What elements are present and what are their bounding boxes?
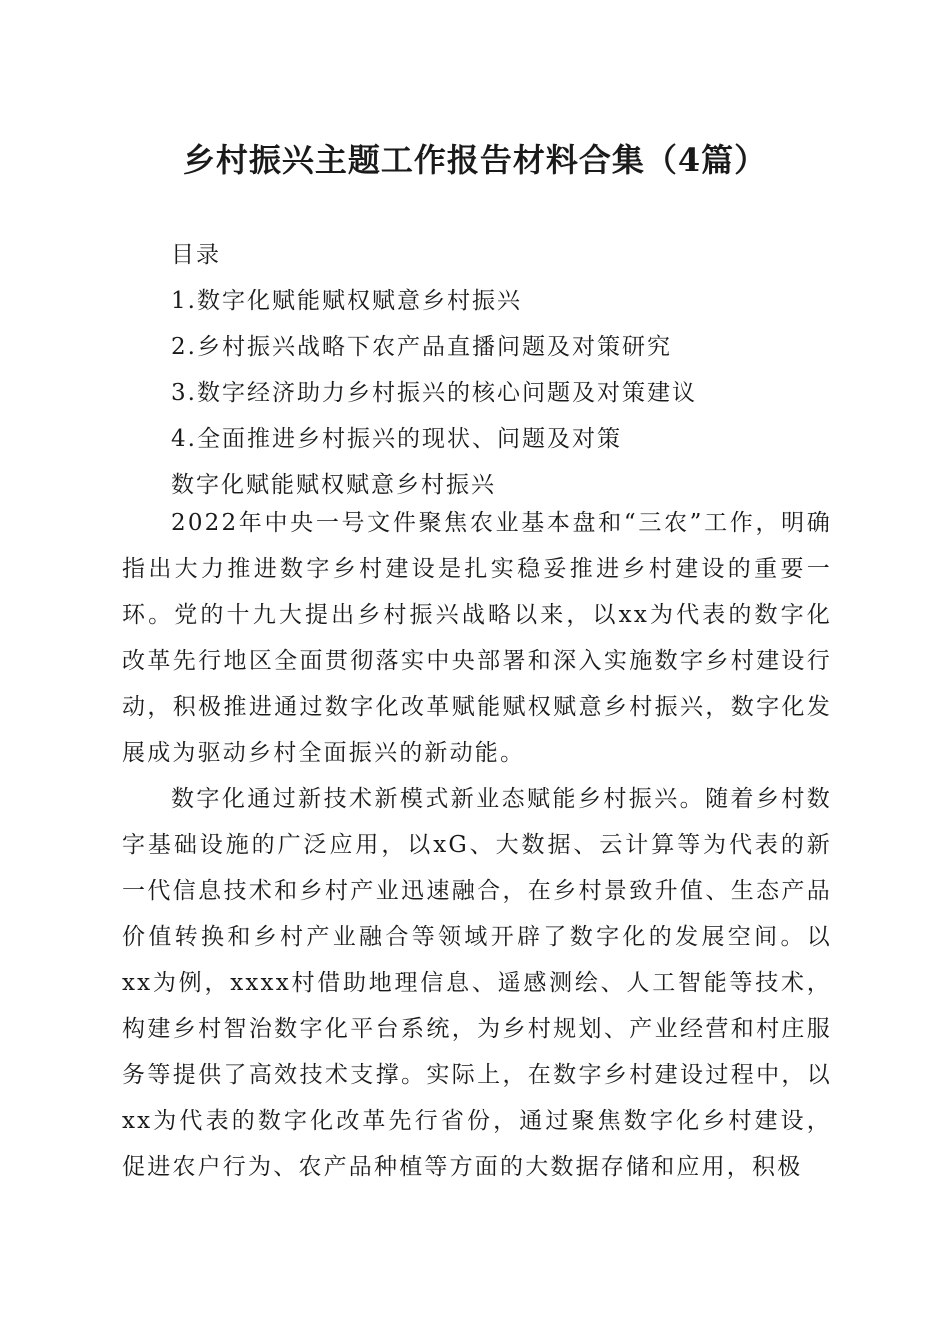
toc-item-2: 2.乡村振兴战略下农产品直播问题及对策研究 <box>171 334 672 360</box>
toc-item-1: 1.数字化赋能赋权赋意乡村振兴 <box>171 288 522 314</box>
toc-item-3: 3.数字经济助力乡村振兴的核心问题及对策建议 <box>171 380 697 406</box>
document-body <box>122 500 832 1190</box>
body-paragraph-1: 2022年中央一号文件聚焦农业基本盘和“三农”工作，明确指出大力推进数字乡村建设是扎实稳妥推进乡村建设的重要一环。党的十九大提出乡村振兴战略以来，以xx为代表的数字化改革先行地区全面贯彻落实中央部署和深入实施数字乡村建设行动，积极推进通过数字化改革赋能赋权赋意乡村振兴，数字化发展成为驱动乡村全面振兴的新动能。 <box>122 510 832 766</box>
document-title: 乡村振兴主题工作报告材料合集（4篇） <box>182 141 768 179</box>
body-paragraph-2: 数字化通过新技术新模式新业态赋能乡村振兴。随着乡村数字基础设施的广泛应用，以xG、大数据、云计算等为代表的新一代信息技术和乡村产业迅速融合，在乡村景致升值、生态产品价值转换和乡村产业融合等领域开辟了数字化的发展空间。以xx为例，xxxx村借助地理信息、遥感测绘、人工智能等技术，构建乡村智治数字化平台系统，为乡村规划、产业经营和村庄服务等提供了高效技术支撑。实际上，在数字乡村建设过程中，以xx为代表的数字化改革先行省份，通过聚焦数字化乡村建设，促进农户行为、农产品种植等方面的大数据存储和应用，积极 <box>122 786 832 1180</box>
section-title: 数字化赋能赋权赋意乡村振兴 <box>171 472 496 498</box>
toc-item-4: 4.全面推进乡村振兴的现状、问题及对策 <box>171 426 622 452</box>
table-of-contents <box>171 232 697 508</box>
toc-heading: 目录 <box>171 242 221 268</box>
